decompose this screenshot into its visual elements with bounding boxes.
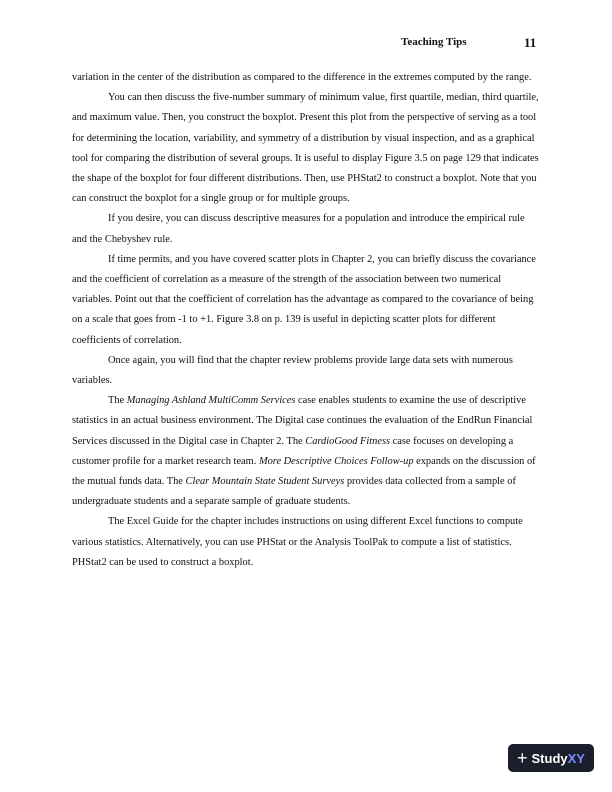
italic-title: More Descriptive Choices Follow-up xyxy=(258,455,414,467)
page-header xyxy=(0,36,612,52)
text-run: variation in the center of the distribution as compared to the difference in the extremes computed by the range. xyxy=(72,72,532,83)
text-run: Once again, you will find that the chapter review problems provide large data sets with numerous variables. xyxy=(72,354,513,387)
paragraph xyxy=(72,512,542,573)
page-number: 11 xyxy=(524,35,537,50)
text-run: The xyxy=(108,395,127,407)
paragraph xyxy=(72,68,542,88)
badge-brand: Study xyxy=(531,750,568,766)
text-run: expands on the discussion of the mutual funds data. The xyxy=(72,455,536,488)
text-run: If you desire, you can discuss descriptive measures for a population and introduce the empirical rule and the Chebyshev rule. xyxy=(72,213,525,245)
text-run: case focuses on developing a customer profile for a market research team. xyxy=(72,435,514,467)
text-run: provides data collected from a sample of undergraduate students and a separate sample of graduate students. xyxy=(72,476,516,508)
paragraph xyxy=(72,250,542,351)
italic-title: Managing Ashland MultiComm Services xyxy=(126,395,296,407)
italic-title: Clear Mountain State Student Surveys xyxy=(185,476,345,488)
text-run: case enables students to examine the use of descriptive statistics in an actual business environment. The Digital case continues the evaluation of the EndRun Financial Services discussed in the Digital case in Chapter 2. The xyxy=(72,395,533,447)
text-run: If time permits, and you have covered scatter plots in Chapter 2, you can briefly discuss the covariance and the coefficient of correlation as a measure of the strength of the association between two numerical variables. Point out that the coefficient of correlation has the advantage as compared to the covariance of being on a scale that goes from -1 to +1. Figure 3.8 on p. 139 is useful in depicting scatter plots for different coefficients of correlation. xyxy=(72,253,536,346)
paragraph xyxy=(72,88,542,209)
paragraph xyxy=(72,209,542,249)
paragraph xyxy=(72,351,542,391)
text-run: You can then discuss the five-number summary of minimum value, first quartile, median, third quartile, and maximum value. Then, you construct the boxplot. Present this plot from the perspective of serving as a tool for determining the location, variability, and symmetry of a distribution by visual inspection, and as a graphical tool for comparing the distribution of several groups. It is useful to display Figure 3.5 on page 129 that indicates the shape of the boxplot for four different distributions. Then, use PHStat2 to construct a boxplot. Note that you can construct the boxplot for a single group or for multiple groups. xyxy=(72,92,539,205)
header-title: Teaching Tips xyxy=(401,36,467,48)
paragraph xyxy=(72,391,542,512)
badge-brand-accent: XY xyxy=(567,750,585,766)
body-text xyxy=(72,68,542,573)
plus-icon: + xyxy=(517,748,528,768)
text-run: The Excel Guide for the chapter includes instructions on using different Excel functions to compute various statistics. Alternatively, you can use PHStat or the Analysis ToolPak to compute a list of statistics. PHStat2 can be used to construct a boxplot. xyxy=(72,516,523,568)
studyxy-badge[interactable] xyxy=(508,744,594,772)
italic-title: CardioGood Fitness xyxy=(305,435,391,447)
